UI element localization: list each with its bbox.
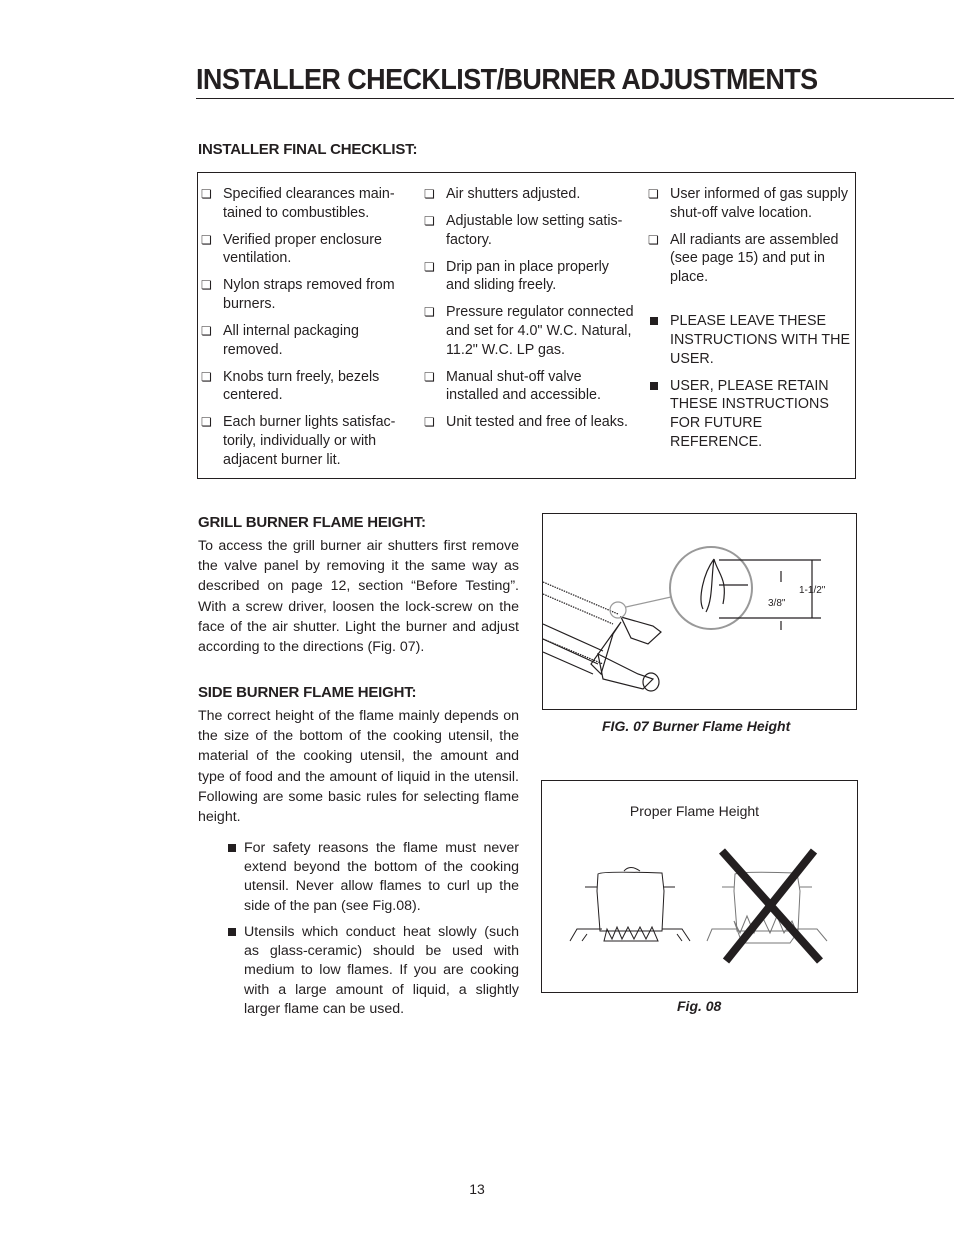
- checklist-item-text: Specified clearances main-tained to combustibles.: [223, 186, 395, 221]
- checklist-item: [424, 258, 634, 295]
- checklist-item: [424, 368, 634, 405]
- grill-heading: GRILL BURNER FLAME HEIGHT:: [198, 514, 426, 531]
- checklist-item: [201, 322, 399, 359]
- checklist-item-text: Each burner lights satisfac-torily, individually or with adjacent burner lit.: [223, 414, 396, 468]
- side-paragraph: The correct height of the flame mainly depends on the size of the bottom of the cooking utensil, the material of the cooking utensil, the amount and type of food and the amount of liquid in the utensil. Following are some basic rules for selecting flame height.: [198, 708, 519, 826]
- checkbox-icon: ❏: [424, 305, 435, 320]
- fig08-flame-illustration: [541, 780, 858, 993]
- checkbox-icon: ❏: [648, 232, 659, 247]
- checklist-item-text: USER, PLEASE RETAIN THESE INSTRUCTIONS FOR FUTURE REFERENCE.: [670, 377, 829, 450]
- square-bullet-icon: [650, 317, 658, 325]
- checklist-item: [424, 303, 634, 359]
- checklist-item: [648, 185, 853, 222]
- square-bullet-icon: [228, 844, 236, 852]
- checkbox-icon: ❏: [424, 369, 435, 384]
- fig08-caption: Fig. 08: [677, 998, 722, 1014]
- checklist-item-text: Manual shut-off valve installed and accessible.: [446, 368, 601, 404]
- checklist-column-1: [201, 185, 399, 478]
- checklist-item-text: Verified proper enclosure ventilation.: [223, 231, 382, 267]
- checklist-heading: INSTALLER FINAL CHECKLIST:: [198, 141, 418, 158]
- page-number: 13: [469, 1181, 485, 1197]
- fig07-burner-illustration: [542, 513, 857, 710]
- checklist-item-text: Nylon straps removed from burners.: [223, 277, 395, 312]
- checklist-column-2: [424, 185, 634, 441]
- dim-total-label: 1-1/2": [799, 585, 826, 596]
- checklist-item-text: User informed of gas supply shut-off valve location.: [670, 186, 848, 221]
- checkbox-icon: ❏: [424, 259, 435, 274]
- checklist-item: [648, 377, 853, 451]
- checkbox-icon: ❏: [201, 415, 212, 430]
- checkbox-icon: ❏: [424, 214, 435, 229]
- square-bullet-icon: [650, 382, 658, 390]
- checklist-item-text: Air shutters adjusted.: [446, 186, 581, 202]
- checklist-item: [201, 231, 399, 268]
- checklist-column-3: [648, 185, 853, 460]
- checklist-item-text: All radiants are assembled (see page 15) and put in place.: [670, 231, 839, 285]
- checklist-item: [201, 368, 399, 405]
- checkbox-icon: ❏: [424, 415, 435, 430]
- dim-inner-label: 3/8": [768, 598, 786, 609]
- title-rule: [196, 98, 954, 99]
- checklist-item: [424, 185, 634, 204]
- side-heading: SIDE BURNER FLAME HEIGHT:: [198, 684, 417, 701]
- checklist-item: [648, 312, 853, 368]
- checklist-item-text: Adjustable low setting satis-factory.: [446, 213, 623, 248]
- checklist-item-text: Pressure regulator connected and set for 4.0" W.C. Natural, 11.2" W.C. LP gas.: [446, 304, 634, 358]
- side-bullet: For safety reasons the flame must never extend beyond the bottom of the cooking utensil. Never allow flames to curl up the side of the pan (see Fig.08).: [228, 839, 519, 916]
- checklist-item: [201, 185, 399, 222]
- checklist-item-text: Drip pan in place properly and sliding freely.: [446, 258, 609, 294]
- checklist-item: [648, 231, 853, 287]
- fig08-label: Proper Flame Height: [629, 803, 760, 819]
- checklist-item: [201, 276, 399, 313]
- checkbox-icon: ❏: [424, 187, 435, 201]
- checklist-item: [201, 413, 399, 469]
- checklist-box: [197, 172, 856, 479]
- checkbox-icon: ❏: [201, 278, 212, 293]
- page-title: INSTALLER CHECKLIST/BURNER ADJUSTMENTS: [196, 64, 818, 96]
- checklist-item-text: Knobs turn freely, bezels centered.: [223, 368, 380, 404]
- checklist-item-text: PLEASE LEAVE THESE INSTRUCTIONS WITH THE USER.: [670, 313, 851, 367]
- prohibited-x-icon: [722, 851, 820, 961]
- square-bullet-icon: [228, 928, 236, 936]
- checkbox-icon: ❏: [201, 369, 212, 384]
- checklist-item: [424, 413, 634, 432]
- side-bullet: Utensils which conduct heat slowly (such as glass-ceramic) should be used with medium to low flames. If you are cooking with a large amount of liquid, a slightly larger flame can be used.: [228, 923, 519, 1019]
- checklist-item-text: Unit tested and free of leaks.: [446, 414, 628, 431]
- checkbox-icon: ❏: [201, 232, 212, 247]
- checkbox-icon: ❏: [201, 187, 212, 201]
- fig07-caption: FIG. 07 Burner Flame Height: [602, 718, 791, 734]
- checkbox-icon: ❏: [201, 324, 212, 339]
- checklist-item-text: All internal packaging removed.: [223, 323, 359, 358]
- grill-paragraph: To access the grill burner air shutters first remove the valve panel by removing it the same way as described on page 12, section “Before Testing”. With a screw driver, loosen the lock-screw on the face of the air shutter. Light the burner and adjust according to the directions (Fig. 07).: [198, 538, 519, 656]
- burner-flame-diagram: [543, 514, 856, 709]
- checklist-item: [424, 212, 634, 249]
- checkbox-icon: ❏: [648, 187, 659, 201]
